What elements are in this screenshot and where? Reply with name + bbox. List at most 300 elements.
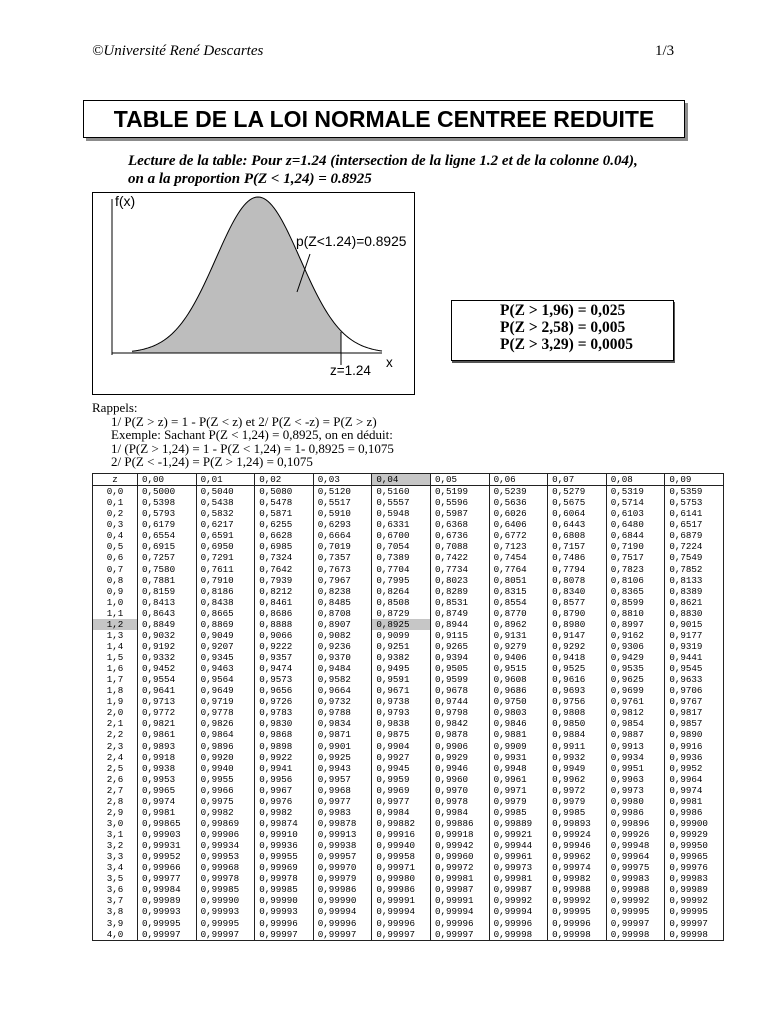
row-z-value: 2,2 bbox=[93, 729, 138, 740]
probability-cell: 0,8186 bbox=[196, 586, 255, 597]
probability-cell: 0,9979 bbox=[548, 796, 607, 807]
probability-cell: 0,99996 bbox=[430, 918, 489, 929]
probability-cell: 0,9788 bbox=[313, 707, 372, 718]
probability-cell: 0,5832 bbox=[196, 508, 255, 519]
probability-cell: 0,7823 bbox=[606, 564, 665, 575]
probability-cell: 0,9965 bbox=[138, 785, 197, 796]
probability-cell: 0,99997 bbox=[430, 929, 489, 941]
probability-cell: 0,6217 bbox=[196, 519, 255, 530]
row-z-value: 3,0 bbox=[93, 818, 138, 829]
probability-cell: 0,5239 bbox=[489, 486, 548, 498]
probability-cell: 0,8643 bbox=[138, 608, 197, 619]
probability-cell: 0,8790 bbox=[548, 608, 607, 619]
probability-cell: 0,9890 bbox=[665, 729, 724, 740]
probability-cell: 0,9357 bbox=[255, 652, 314, 663]
probability-cell: 0,6141 bbox=[665, 508, 724, 519]
probability-cell: 0,9976 bbox=[255, 796, 314, 807]
probability-cell: 0,8830 bbox=[665, 608, 724, 619]
probability-cell: 0,9949 bbox=[548, 763, 607, 774]
probability-cell: 0,8925 bbox=[372, 619, 431, 630]
probability-cell: 0,99991 bbox=[372, 895, 431, 906]
probability-cell: 0,7486 bbox=[548, 552, 607, 563]
probability-cell: 0,99913 bbox=[313, 829, 372, 840]
probability-cell: 0,99998 bbox=[606, 929, 665, 941]
probability-cell: 0,9941 bbox=[255, 763, 314, 774]
probability-cell: 0,9834 bbox=[313, 718, 372, 729]
probability-cell: 0,99997 bbox=[606, 918, 665, 929]
critical-value-line: P(Z > 1,96) = 0,025 bbox=[500, 302, 626, 319]
probability-cell: 0,9803 bbox=[489, 707, 548, 718]
probability-cell: 0,99994 bbox=[372, 906, 431, 917]
probability-cell: 0,9932 bbox=[548, 752, 607, 763]
probability-cell: 0,9099 bbox=[372, 630, 431, 641]
row-z-value: 0,1 bbox=[93, 497, 138, 508]
probability-cell: 0,9981 bbox=[138, 807, 197, 818]
probability-cell: 0,7224 bbox=[665, 541, 724, 552]
column-header: 0,04 bbox=[372, 474, 431, 486]
probability-cell: 0,5793 bbox=[138, 508, 197, 519]
table-row bbox=[93, 497, 724, 508]
probability-cell: 0,6879 bbox=[665, 530, 724, 541]
table-row bbox=[93, 652, 724, 663]
column-header: 0,03 bbox=[313, 474, 372, 486]
probability-cell: 0,5120 bbox=[313, 486, 372, 498]
probability-cell: 0,6443 bbox=[548, 519, 607, 530]
table-row bbox=[93, 586, 724, 597]
probability-cell: 0,7881 bbox=[138, 575, 197, 586]
probability-cell: 0,6517 bbox=[665, 519, 724, 530]
probability-cell: 0,7157 bbox=[548, 541, 607, 552]
probability-cell: 0,9868 bbox=[255, 729, 314, 740]
probability-cell: 0,9940 bbox=[196, 763, 255, 774]
probability-cell: 0,9713 bbox=[138, 696, 197, 707]
probability-cell: 0,8389 bbox=[665, 586, 724, 597]
probability-cell: 0,6406 bbox=[489, 519, 548, 530]
probability-cell: 0,7794 bbox=[548, 564, 607, 575]
probability-cell: 0,99993 bbox=[138, 906, 197, 917]
probability-cell: 0,9938 bbox=[138, 763, 197, 774]
probability-cell: 0,7123 bbox=[489, 541, 548, 552]
probability-cell: 0,9515 bbox=[489, 663, 548, 674]
z-label: z=1.24 bbox=[330, 363, 371, 378]
probability-cell: 0,9984 bbox=[430, 807, 489, 818]
probability-cell: 0,9793 bbox=[372, 707, 431, 718]
probability-cell: 0,9861 bbox=[138, 729, 197, 740]
probability-cell: 0,9726 bbox=[255, 696, 314, 707]
probability-cell: 0,5279 bbox=[548, 486, 607, 498]
probability-cell: 0,9625 bbox=[606, 674, 665, 685]
probability-cell: 0,99987 bbox=[430, 884, 489, 895]
probability-cell: 0,99989 bbox=[138, 895, 197, 906]
row-z-value: 2,1 bbox=[93, 718, 138, 729]
row-z-value: 0,8 bbox=[93, 575, 138, 586]
probability-cell: 0,99979 bbox=[313, 873, 372, 884]
critical-value-line: P(Z > 2,58) = 0,005 bbox=[500, 319, 626, 336]
probability-cell: 0,8365 bbox=[606, 586, 665, 597]
probability-cell: 0,7190 bbox=[606, 541, 665, 552]
table-row bbox=[93, 674, 724, 685]
table-row bbox=[93, 630, 724, 641]
probability-cell: 0,9616 bbox=[548, 674, 607, 685]
table-row bbox=[93, 862, 724, 873]
university-credit: ©Université René Descartes bbox=[92, 43, 264, 59]
probability-cell: 0,9982 bbox=[255, 807, 314, 818]
probability-cell: 0,99987 bbox=[489, 884, 548, 895]
probability-cell: 0,9984 bbox=[372, 807, 431, 818]
probability-cell: 0,9983 bbox=[313, 807, 372, 818]
probability-cell: 0,9977 bbox=[313, 796, 372, 807]
probability-cell: 0,9699 bbox=[606, 685, 665, 696]
probability-cell: 0,9162 bbox=[606, 630, 665, 641]
probability-cell: 0,99993 bbox=[196, 906, 255, 917]
probability-cell: 0,99978 bbox=[196, 873, 255, 884]
row-z-value: 1,6 bbox=[93, 663, 138, 674]
row-z-value: 2,4 bbox=[93, 752, 138, 763]
probability-cell: 0,9857 bbox=[665, 718, 724, 729]
probability-cell: 0,6700 bbox=[372, 530, 431, 541]
probability-cell: 0,7910 bbox=[196, 575, 255, 586]
probability-cell: 0,99893 bbox=[548, 818, 607, 829]
probability-cell: 0,9931 bbox=[489, 752, 548, 763]
probability-cell: 0,9964 bbox=[665, 774, 724, 785]
row-z-value: 1,4 bbox=[93, 641, 138, 652]
probability-cell: 0,8289 bbox=[430, 586, 489, 597]
probability-cell: 0,9864 bbox=[196, 729, 255, 740]
probability-cell: 0,9582 bbox=[313, 674, 372, 685]
probability-cell: 0,9946 bbox=[430, 763, 489, 774]
probability-cell: 0,9854 bbox=[606, 718, 665, 729]
probability-cell: 0,8159 bbox=[138, 586, 197, 597]
page-title: TABLE DE LA LOI NORMALE CENTREE REDUITE bbox=[113, 106, 655, 132]
probability-cell: 0,99995 bbox=[665, 906, 724, 917]
probability-cell: 0,5517 bbox=[313, 497, 372, 508]
probability-cell: 0,9591 bbox=[372, 674, 431, 685]
probability-cell: 0,8508 bbox=[372, 597, 431, 608]
probability-cell: 0,99996 bbox=[548, 918, 607, 929]
table-row bbox=[93, 829, 724, 840]
probability-cell: 0,99994 bbox=[489, 906, 548, 917]
probability-cell: 0,99996 bbox=[313, 918, 372, 929]
probability-cell: 0,9951 bbox=[606, 763, 665, 774]
probability-cell: 0,9842 bbox=[430, 718, 489, 729]
row-z-value: 1,5 bbox=[93, 652, 138, 663]
probability-cell: 0,7389 bbox=[372, 552, 431, 563]
probability-cell: 0,9719 bbox=[196, 696, 255, 707]
probability-cell: 0,99996 bbox=[255, 918, 314, 929]
probability-cell: 0,6255 bbox=[255, 519, 314, 530]
probability-cell: 0,6985 bbox=[255, 541, 314, 552]
probability-cell: 0,99980 bbox=[372, 873, 431, 884]
probability-cell: 0,9292 bbox=[548, 641, 607, 652]
probability-cell: 0,7852 bbox=[665, 564, 724, 575]
probability-cell: 0,99938 bbox=[313, 840, 372, 851]
probability-cell: 0,9927 bbox=[372, 752, 431, 763]
probability-cell: 0,9896 bbox=[196, 741, 255, 752]
normal-distribution-table bbox=[92, 473, 724, 941]
probability-cell: 0,9744 bbox=[430, 696, 489, 707]
probability-cell: 0,9463 bbox=[196, 663, 255, 674]
probability-cell: 0,9429 bbox=[606, 652, 665, 663]
probability-cell: 0,8686 bbox=[255, 608, 314, 619]
probability-cell: 0,9131 bbox=[489, 630, 548, 641]
row-z-value: 3,9 bbox=[93, 918, 138, 929]
probability-cell: 0,8980 bbox=[548, 619, 607, 630]
table-row bbox=[93, 807, 724, 818]
probability-cell: 0,5040 bbox=[196, 486, 255, 498]
probability-cell: 0,9049 bbox=[196, 630, 255, 641]
probability-cell: 0,9952 bbox=[665, 763, 724, 774]
row-z-value: 3,4 bbox=[93, 862, 138, 873]
probability-cell: 0,99865 bbox=[138, 818, 197, 829]
probability-cell: 0,9406 bbox=[489, 652, 548, 663]
row-z-value: 3,2 bbox=[93, 840, 138, 851]
probability-cell: 0,9979 bbox=[489, 796, 548, 807]
probability-cell: 0,9916 bbox=[665, 741, 724, 752]
probability-cell: 0,99924 bbox=[548, 829, 607, 840]
probability-cell: 0,9671 bbox=[372, 685, 431, 696]
probability-cell: 0,9920 bbox=[196, 752, 255, 763]
probability-cell: 0,8944 bbox=[430, 619, 489, 630]
probability-cell: 0,99926 bbox=[606, 829, 665, 840]
probability-cell: 0,6064 bbox=[548, 508, 607, 519]
probability-cell: 0,99984 bbox=[138, 884, 197, 895]
probability-cell: 0,9945 bbox=[372, 763, 431, 774]
probability-cell: 0,9821 bbox=[138, 718, 197, 729]
probability-cell: 0,9032 bbox=[138, 630, 197, 641]
probability-cell: 0,9319 bbox=[665, 641, 724, 652]
probability-cell: 0,99974 bbox=[548, 862, 607, 873]
probability-cell: 0,9838 bbox=[372, 718, 431, 729]
probability-cell: 0,9664 bbox=[313, 685, 372, 696]
row-z-value: 3,5 bbox=[93, 873, 138, 884]
table-row bbox=[93, 641, 724, 652]
probability-cell: 0,8888 bbox=[255, 619, 314, 630]
probability-cell: 0,99869 bbox=[196, 818, 255, 829]
probability-cell: 0,9960 bbox=[430, 774, 489, 785]
probability-cell: 0,99997 bbox=[665, 918, 724, 929]
probability-cell: 0,99998 bbox=[489, 929, 548, 941]
probability-cell: 0,99989 bbox=[665, 884, 724, 895]
probability-cell: 0,6591 bbox=[196, 530, 255, 541]
probability-cell: 0,8869 bbox=[196, 619, 255, 630]
probability-cell: 0,8810 bbox=[606, 608, 665, 619]
probability-cell: 0,9761 bbox=[606, 696, 665, 707]
probability-cell: 0,5675 bbox=[548, 497, 607, 508]
probability-cell: 0,8461 bbox=[255, 597, 314, 608]
normal-density-plot bbox=[92, 192, 415, 395]
probability-cell: 0,99874 bbox=[255, 818, 314, 829]
table-row bbox=[93, 530, 724, 541]
table-row bbox=[93, 741, 724, 752]
probability-cell: 0,7642 bbox=[255, 564, 314, 575]
probability-cell: 0,9474 bbox=[255, 663, 314, 674]
probability-cell: 0,9370 bbox=[313, 652, 372, 663]
column-header: 0,02 bbox=[255, 474, 314, 486]
probability-cell: 0,9767 bbox=[665, 696, 724, 707]
probability-cell: 0,9981 bbox=[665, 796, 724, 807]
probability-cell: 0,9772 bbox=[138, 707, 197, 718]
reminder-line: 1/ P(Z > z) = 1 - P(Z < z) et 2/ P(Z < -z) = P(Z > z) bbox=[111, 413, 377, 429]
probability-cell: 0,7764 bbox=[489, 564, 548, 575]
probability-cell: 0,7611 bbox=[196, 564, 255, 575]
probability-cell: 0,8577 bbox=[548, 597, 607, 608]
probability-cell: 0,8621 bbox=[665, 597, 724, 608]
row-z-value: 2,9 bbox=[93, 807, 138, 818]
probability-cell: 0,9881 bbox=[489, 729, 548, 740]
table-row bbox=[93, 718, 724, 729]
probability-cell: 0,7673 bbox=[313, 564, 372, 575]
probability-cell: 0,8770 bbox=[489, 608, 548, 619]
probability-cell: 0,9974 bbox=[138, 796, 197, 807]
row-z-value: 0,2 bbox=[93, 508, 138, 519]
probability-cell: 0,8315 bbox=[489, 586, 548, 597]
probability-cell: 0,7580 bbox=[138, 564, 197, 575]
probability-cell: 0,9955 bbox=[196, 774, 255, 785]
probability-cell: 0,9968 bbox=[313, 785, 372, 796]
probability-cell: 0,9608 bbox=[489, 674, 548, 685]
probability-cell: 0,9573 bbox=[255, 674, 314, 685]
probability-cell: 0,9936 bbox=[665, 752, 724, 763]
probability-cell: 0,99983 bbox=[665, 873, 724, 884]
probability-cell: 0,9656 bbox=[255, 685, 314, 696]
area-label: p(Z<1.24)=0.8925 bbox=[296, 234, 407, 249]
probability-cell: 0,9978 bbox=[430, 796, 489, 807]
probability-cell: 0,99955 bbox=[255, 851, 314, 862]
table-row bbox=[93, 619, 724, 630]
probability-cell: 0,9306 bbox=[606, 641, 665, 652]
probability-cell: 0,9732 bbox=[313, 696, 372, 707]
probability-cell: 0,9969 bbox=[372, 785, 431, 796]
probability-cell: 0,99929 bbox=[665, 829, 724, 840]
row-z-value: 3,3 bbox=[93, 851, 138, 862]
probability-cell: 0,99953 bbox=[196, 851, 255, 862]
probability-cell: 0,9956 bbox=[255, 774, 314, 785]
row-z-value: 3,6 bbox=[93, 884, 138, 895]
probability-cell: 0,8665 bbox=[196, 608, 255, 619]
probability-cell: 0,8729 bbox=[372, 608, 431, 619]
probability-cell: 0,9906 bbox=[430, 741, 489, 752]
table-body bbox=[93, 486, 724, 941]
probability-cell: 0,5948 bbox=[372, 508, 431, 519]
probability-cell: 0,7454 bbox=[489, 552, 548, 563]
probability-cell: 0,5160 bbox=[372, 486, 431, 498]
probability-cell: 0,9904 bbox=[372, 741, 431, 752]
probability-cell: 0,7967 bbox=[313, 575, 372, 586]
table-row bbox=[93, 774, 724, 785]
probability-cell: 0,8413 bbox=[138, 597, 197, 608]
probability-cell: 0,9207 bbox=[196, 641, 255, 652]
probability-cell: 0,9980 bbox=[606, 796, 665, 807]
probability-cell: 0,8599 bbox=[606, 597, 665, 608]
table-row bbox=[93, 597, 724, 608]
probability-cell: 0,9686 bbox=[489, 685, 548, 696]
table-row bbox=[93, 564, 724, 575]
probability-cell: 0,9985 bbox=[489, 807, 548, 818]
probability-cell: 0,7291 bbox=[196, 552, 255, 563]
y-axis-label: f(x) bbox=[115, 193, 136, 209]
probability-cell: 0,9525 bbox=[548, 663, 607, 674]
probability-cell: 0,9599 bbox=[430, 674, 489, 685]
table-row bbox=[93, 729, 724, 740]
table-row bbox=[93, 929, 724, 941]
table-row bbox=[93, 873, 724, 884]
row-z-value: 0,6 bbox=[93, 552, 138, 563]
row-z-value: 0,3 bbox=[93, 519, 138, 530]
probability-cell: 0,99878 bbox=[313, 818, 372, 829]
probability-cell: 0,9948 bbox=[489, 763, 548, 774]
table-row bbox=[93, 663, 724, 674]
probability-cell: 0,9332 bbox=[138, 652, 197, 663]
probability-cell: 0,8106 bbox=[606, 575, 665, 586]
probability-cell: 0,6293 bbox=[313, 519, 372, 530]
probability-cell: 0,99992 bbox=[489, 895, 548, 906]
probability-cell: 0,9066 bbox=[255, 630, 314, 641]
probability-cell: 0,7549 bbox=[665, 552, 724, 563]
x-axis-label: x bbox=[386, 355, 393, 370]
probability-cell: 0,99997 bbox=[255, 929, 314, 941]
probability-cell: 0,99970 bbox=[313, 862, 372, 873]
row-z-value: 1,2 bbox=[93, 619, 138, 630]
table-row bbox=[93, 818, 724, 829]
probability-cell: 0,99998 bbox=[548, 929, 607, 941]
probability-cell: 0,6915 bbox=[138, 541, 197, 552]
probability-cell: 0,9706 bbox=[665, 685, 724, 696]
probability-cell: 0,9265 bbox=[430, 641, 489, 652]
row-z-value: 2,5 bbox=[93, 763, 138, 774]
probability-cell: 0,9015 bbox=[665, 619, 724, 630]
probability-cell: 0,9750 bbox=[489, 696, 548, 707]
probability-cell: 0,9394 bbox=[430, 652, 489, 663]
table-row bbox=[93, 918, 724, 929]
probability-cell: 0,7088 bbox=[430, 541, 489, 552]
probability-cell: 0,99882 bbox=[372, 818, 431, 829]
probability-cell: 0,9922 bbox=[255, 752, 314, 763]
probability-cell: 0,9959 bbox=[372, 774, 431, 785]
probability-cell: 0,9913 bbox=[606, 741, 665, 752]
probability-cell: 0,99886 bbox=[430, 818, 489, 829]
probability-cell: 0,99918 bbox=[430, 829, 489, 840]
table-row bbox=[93, 884, 724, 895]
probability-cell: 0,99988 bbox=[548, 884, 607, 895]
probability-cell: 0,9986 bbox=[665, 807, 724, 818]
row-z-value: 1,3 bbox=[93, 630, 138, 641]
probability-cell: 0,99994 bbox=[313, 906, 372, 917]
table-row bbox=[93, 895, 724, 906]
reading-instructions-line: Lecture de la table: Pour z=1.24 (intersection de la ligne 1.2 et de la colonne 0.04), bbox=[128, 153, 638, 169]
probability-cell: 0,99994 bbox=[430, 906, 489, 917]
probability-cell: 0,9649 bbox=[196, 685, 255, 696]
probability-cell: 0,7324 bbox=[255, 552, 314, 563]
probability-cell: 0,8531 bbox=[430, 597, 489, 608]
probability-cell: 0,7995 bbox=[372, 575, 431, 586]
probability-cell: 0,99986 bbox=[313, 884, 372, 895]
probability-cell: 0,99942 bbox=[430, 840, 489, 851]
probability-cell: 0,9878 bbox=[430, 729, 489, 740]
probability-cell: 0,99946 bbox=[548, 840, 607, 851]
probability-cell: 0,99992 bbox=[548, 895, 607, 906]
probability-cell: 0,7257 bbox=[138, 552, 197, 563]
probability-cell: 0,7704 bbox=[372, 564, 431, 575]
probability-cell: 0,9812 bbox=[606, 707, 665, 718]
probability-cell: 0,6368 bbox=[430, 519, 489, 530]
probability-cell: 0,5987 bbox=[430, 508, 489, 519]
probability-cell: 0,99996 bbox=[372, 918, 431, 929]
probability-cell: 0,6628 bbox=[255, 530, 314, 541]
row-z-value: 1,1 bbox=[93, 608, 138, 619]
probability-cell: 0,99921 bbox=[489, 829, 548, 840]
probability-cell: 0,7939 bbox=[255, 575, 314, 586]
probability-cell: 0,9641 bbox=[138, 685, 197, 696]
